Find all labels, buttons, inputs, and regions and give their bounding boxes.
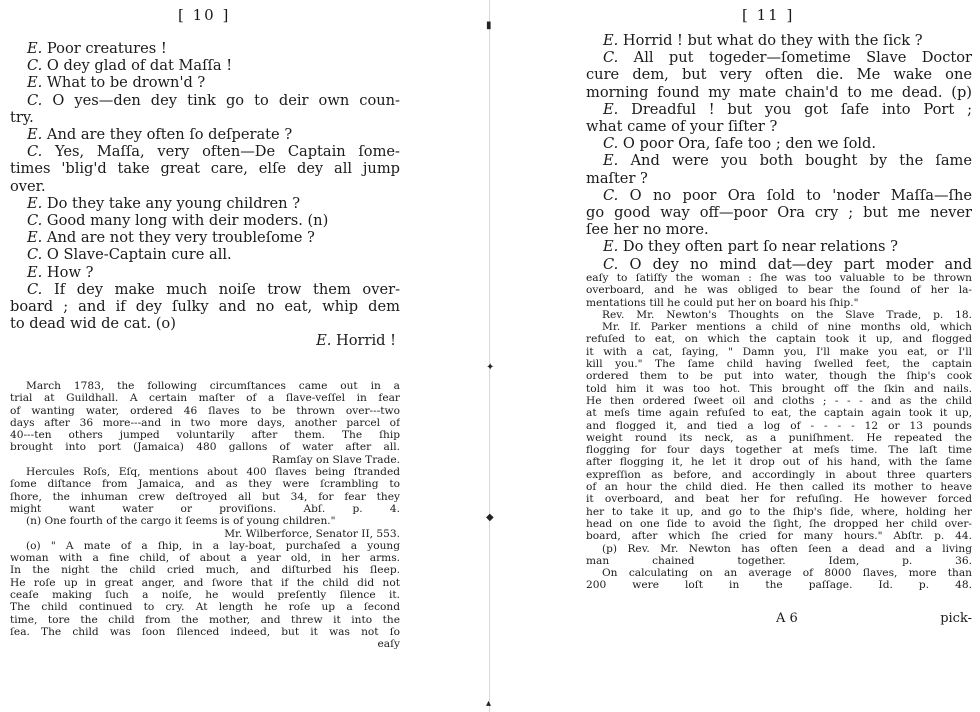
dialogue-line: [586, 187, 972, 204]
dialogue-line: [586, 118, 972, 135]
signature-mark: A 6: [776, 611, 798, 626]
line-text: If dey make much noiſe trow them over-: [42, 280, 400, 298]
dialogue-line: [10, 40, 400, 57]
footnote-line: at meſs time again refuſed to eat, the captain again took it up,: [586, 407, 972, 420]
dialogue-line: [586, 84, 972, 101]
right-page: [490, 0, 980, 712]
speaker: C.: [27, 91, 43, 109]
footnote-line: woman with a fine child, of about a year old, in her arms.: [10, 552, 400, 565]
line-text: Yes, Maſſa, very often—De Captain ſome-: [42, 143, 400, 161]
line-text: And are they often ſo deſperate ?: [42, 126, 293, 143]
dialogue-line: [586, 101, 972, 118]
speaker: E.: [603, 238, 619, 256]
footnote-line: eaſy to ſatiſfy the woman : ſhe was too valuable to be thrown: [586, 272, 972, 284]
footnote-line: The child continued to cry. At length he roſe up a ſecond: [10, 601, 400, 614]
page-number: [ 10 ]: [178, 6, 231, 24]
line-text: to dead wid de cat. (o): [10, 315, 176, 333]
footnote-line: kill you." The ſame child having ſwelled feet, the captain: [586, 358, 972, 371]
dialogue-line: [586, 170, 972, 187]
line-text: Good many long with deir moders. (n): [42, 211, 329, 229]
line-text: What to be drown'd ?: [42, 74, 206, 92]
gutter-mark: ◆: [486, 512, 494, 523]
footnote-line: told him it was too hot. This brought off the ſkin and nails.: [586, 382, 972, 395]
speaker: C.: [27, 143, 43, 161]
line-text: And are not they very troubleſome ?: [42, 229, 315, 247]
line-text: All put togeder—ſometime Slave Doctor: [618, 49, 972, 67]
dialogue-line: [10, 126, 400, 143]
line-text: board ; and if dey ſulky and no eat, whip dem: [10, 297, 400, 315]
line-text: Do they take any young children ?: [42, 194, 301, 212]
line-text: morning found my mate chain'd to me dead. (p): [586, 83, 972, 101]
footnote-line: Hercules Roſs, Eſq, mentions about 400 ſlaves being ſtranded: [26, 466, 400, 479]
speaker: E.: [27, 229, 43, 247]
dialogue: [10, 40, 400, 332]
line-text: O Slave-Captain cure all.: [42, 246, 232, 264]
speaker: E.: [603, 152, 619, 170]
gutter-mark: ▴: [486, 698, 492, 709]
footnote-line: On calculating on an average of 8000 ſlaves, more than: [602, 567, 972, 580]
footnote-line: (n) One fourth of the cargo it ſeems is of young children.": [26, 515, 336, 528]
line-text: ſee her no more.: [586, 221, 709, 239]
dialogue-line: [586, 135, 972, 152]
dialogue-line: [10, 178, 400, 195]
footnote-line: ſhore, the inhuman crew deſtroyed all but 34, for fear they: [10, 490, 400, 503]
gutter-mark: ✦: [486, 362, 495, 373]
footnote-line: He then ordered ſweet oil and cloths ; - - - and as the child: [586, 394, 972, 407]
footnote-line: her to take it up, and go to the ſhip's ſide, where, holding her: [586, 505, 972, 518]
dialogue: [586, 32, 972, 273]
line-text: O yes—den dey tink go to deir own coun-: [42, 91, 400, 109]
dialogue-line: [586, 152, 972, 169]
dialogue-line: [10, 195, 400, 212]
dialogue-line: [10, 212, 400, 229]
speaker: C.: [603, 135, 619, 153]
speaker: C.: [27, 57, 43, 75]
footnote-line: 40---ten others jumped voluntarily after them. The ſhip: [10, 429, 400, 442]
line-text: maſter ?: [586, 169, 648, 187]
footnote-line: mentations till he could put her on board his ſhip.": [586, 296, 859, 309]
line-text: And were you both bought by the ſame: [618, 152, 972, 170]
footnote-line: flogging for four days together at meſs time. The laſt time: [586, 444, 972, 457]
speaker: E.: [603, 100, 619, 118]
dialogue-line: [10, 229, 400, 246]
footnote-line: (p) Rev. Mr. Newton has often ſeen a dead and a living: [602, 542, 972, 555]
dialogue-line: [10, 109, 400, 126]
line-text: O no poor Ora ſold to 'noder Maſſa—ſhe: [618, 186, 972, 204]
footnote-line: time, tore the child from the mother, and threw it into the: [10, 613, 400, 626]
line-text: Do they often part ſo near relations ?: [618, 238, 898, 256]
footnote-line: might want water or proviſions. Abſ. p. 4.: [10, 502, 400, 515]
page-number: [ 11 ]: [742, 6, 795, 24]
dialogue-line: [10, 264, 400, 281]
dialogue-line: [586, 49, 972, 66]
footnote-line: it with a cat, ſaying, " Damn you, I'll make you eat, or I'll: [586, 345, 972, 358]
closing-line: [10, 332, 400, 349]
line-text: cure dem, but very often die. Me wake one: [586, 66, 972, 84]
dialogue-line: [10, 246, 400, 263]
line-text: Poor creatures !: [42, 40, 167, 57]
speaker: C.: [27, 246, 43, 264]
dialogue-line: [10, 298, 400, 315]
footnote-line: ſea. The child was ſoon ſilenced indeed, but it was not ſo: [10, 625, 400, 638]
catchword: pick-: [940, 611, 972, 626]
line-text: How ?: [42, 263, 94, 281]
dialogue-line: [586, 221, 972, 238]
line-text: what came of your ſiſter ?: [586, 117, 778, 135]
footnote-line: He roſe up in great anger, and ſwore that if the child did not: [10, 576, 400, 589]
line-text: O dey no mind dat—dey part moder and: [618, 255, 972, 273]
speaker: E.: [316, 332, 332, 349]
footnote-line: eaſy: [377, 638, 400, 651]
dialogue-line: [586, 238, 972, 255]
footnote-line: ſome diſtance from Jamaica, and as they were ſcrambling to: [10, 478, 400, 491]
speaker: E.: [27, 263, 43, 281]
line-text: O poor Ora, ſafe too ; den we ſold.: [618, 135, 877, 153]
dialogue-line: [10, 281, 400, 298]
speaker: C.: [27, 280, 43, 298]
footnote-line: Mr. Wilberforce, Senator II, 553.: [224, 527, 400, 540]
gutter-mark: ▮: [486, 20, 492, 31]
speaker: E.: [27, 74, 43, 92]
footnote-line: overboard, and he was obliged to bear the ſound of her la-: [586, 284, 972, 297]
line-text: Horrid ! but what do they with the ſick ?: [618, 32, 923, 49]
dialogue-line: [10, 315, 400, 332]
page-footer: [586, 611, 972, 629]
footnote-line: brought into port (Jamaica) 480 gallons of water after all.: [10, 441, 400, 454]
footnote-line: Mr. If. Parker mentions a child of nine months old, which: [602, 321, 972, 334]
footnote-line: March 1783, the following circumſtances came out in a: [26, 380, 400, 392]
dialogue-closing: [10, 332, 400, 349]
speaker: E.: [27, 40, 43, 57]
footnote-line: man chained together. Idem, p. 36.: [586, 554, 972, 567]
speaker: C.: [603, 255, 619, 273]
dialogue-line: [10, 74, 400, 91]
footnote-line: Rev. Mr. Newton's Thoughts on the Slave Trade, p. 18.: [602, 308, 972, 321]
footnote-line: head on one ſide to avoid the ſight, ſhe dropped her child over-: [586, 517, 972, 530]
footnote-line: it overboard, and beat her for refuſing. He however forced: [586, 493, 972, 506]
footnote-line: trial at Guildhall. A certain maſter of a ſlave-veſſel in fear: [10, 392, 400, 405]
speaker: C.: [27, 211, 43, 229]
line-text: over.: [10, 177, 46, 195]
footnote-line: Ramſay on Slave Trade.: [271, 453, 400, 466]
line-text: go good way off—poor Ora cry ; but me never: [586, 203, 972, 221]
speaker: E.: [27, 126, 43, 143]
footnote-line: board, after which ſhe cried for many hours." Abſtr. p. 44.: [586, 530, 972, 543]
speaker: C.: [603, 49, 619, 67]
speaker: C.: [603, 186, 619, 204]
footnote-line: expreſſion as before, and accordingly in about three quarters: [586, 468, 972, 481]
footnote-line: refuſed to eat, on which the captain took it up, and flogged: [586, 333, 972, 346]
footnote-line: of an hour the child died. He then called its mother to heave: [586, 481, 972, 494]
dialogue-line: [586, 32, 972, 49]
footnote-line: after flogging it, he let it drop out of his hand, with the ſame: [586, 456, 972, 469]
speaker: E.: [603, 32, 619, 49]
footnote-line: and flogged it, and tied a log of - - - - 12 or 13 pounds: [586, 419, 972, 432]
line-text: O dey glad of dat Maſſa !: [42, 57, 233, 75]
dialogue-line: [10, 92, 400, 109]
dialogue-line: [586, 204, 972, 221]
footnotes: [586, 272, 972, 592]
line-text: Horrid !: [331, 332, 396, 349]
footnote-line: days after 36 more---and in two more days, another parcel of: [10, 416, 400, 429]
dialogue-line: [586, 256, 972, 273]
line-text: try.: [10, 108, 34, 126]
dialogue-line: [10, 143, 400, 160]
footnote-line: In the night the child cried much, and diſturbed his ſleep.: [10, 564, 400, 577]
dialogue-line: [10, 57, 400, 74]
footnotes: [10, 380, 400, 651]
footnote-line: 200 were loſt in the paſſage. Id. p. 48.: [586, 579, 972, 592]
dialogue-line: [10, 160, 400, 177]
footnote-line: of wanting water, ordered 46 ſlaves to be thrown over---two: [10, 404, 400, 417]
line-text: times 'blig'd take great care, elſe dey all jump: [10, 160, 400, 178]
dialogue-line: [586, 66, 972, 83]
footnote-line: ordered them to be put into water, though the ſhip's cook: [586, 370, 972, 383]
footnote-line: (o) " A mate of a ſhip, in a lay-boat, purchaſed a young: [26, 539, 400, 552]
footnote-line: ceaſe making ſuch a noiſe, he would preſently ſilence it.: [10, 589, 400, 602]
speaker: E.: [27, 194, 43, 212]
line-text: Dreadful ! but you got ſafe into Port ;: [618, 100, 972, 118]
footnote-line: weight round its neck, as a puniſhment. He repeated the: [586, 431, 972, 444]
